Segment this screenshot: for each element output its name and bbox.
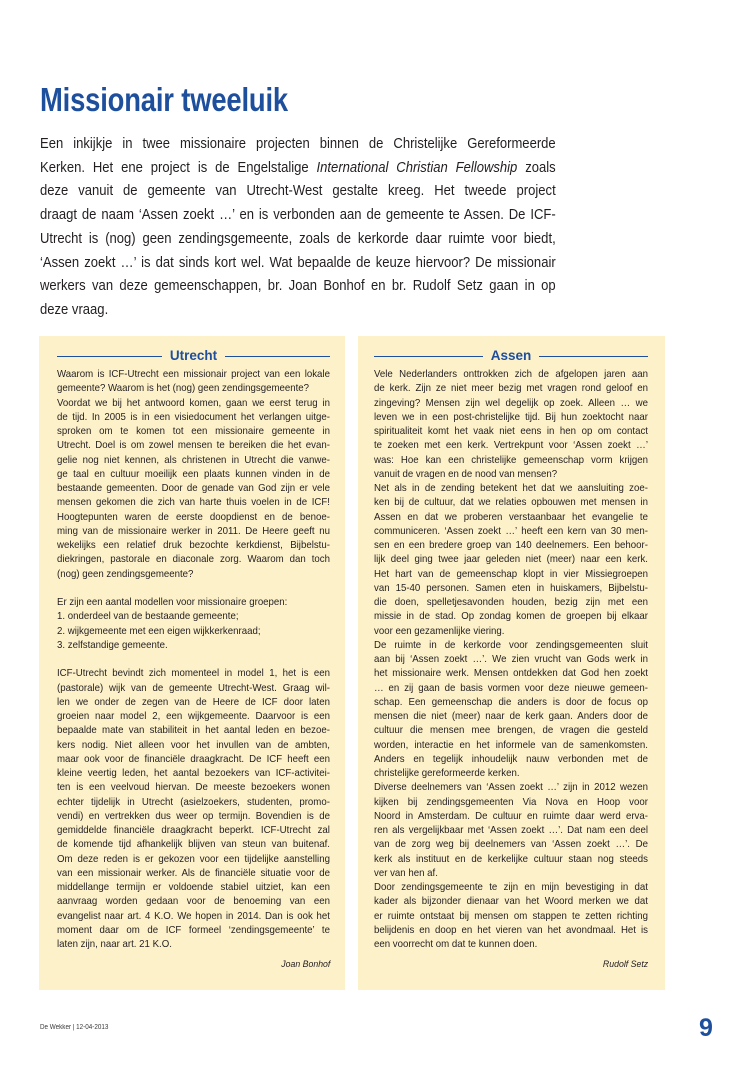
page-number: 9 (699, 1014, 713, 1042)
text-line: evangelist naar art. 4 K.O. We hopen in 2014. Dan is ook het (57, 909, 330, 922)
text-line: leven we in een post-christelijke tijd. Bij hun zoektocht naar (374, 410, 648, 423)
text-line: schap. Een gemeenschap die anders is door de focus op (374, 695, 648, 708)
text-line: (pastorale) wijk van de gemeente Utrecht-West. Graag wil- (57, 681, 330, 694)
article-title: Missionair tweeluik (40, 81, 289, 118)
text-line: 1. onderdeel van de bestaande gemeente; (57, 610, 239, 623)
text-line: Waarom is ICF-Utrecht een missionair project van een lokale (57, 368, 330, 380)
text-line: communiceren. ‘Assen zoekt …’ heeft een kern van 30 men- (374, 524, 648, 537)
text-line: van de zorg weg bij deelnemers van ‘Assen zoekt …’. De (374, 838, 648, 851)
text-line: er ruimte ontstaat bij mensen om stappen te zetten richting (374, 909, 648, 922)
text-line: te zoeken met een kerk. Vertrekpunt voor ‘Assen zoekt …’ (374, 439, 648, 452)
paragraph (57, 367, 330, 396)
text-line: die doen, spelletjesavonden houden, bezig zijn met een (374, 596, 648, 608)
paragraph (374, 481, 648, 638)
intro-line: deze vraag. (40, 301, 109, 318)
text-line: kleine veertig leden, het aantal bezoekers van ICF-activitei- (57, 767, 330, 779)
text-line: aanvraag worden gedaan voor de benoeming van een (57, 895, 330, 908)
text-line: moment daar om de ICF formeel ‘zendingsgemeente’ te (57, 923, 330, 936)
text-line: Anders en tegelijk inhoudelijk nauw verbonden met de (374, 752, 648, 765)
text-line: ken bij de cultuur, dat we relaties opbouwen met mensen in (374, 496, 648, 509)
footer-publication-date: De Wekker | 12-04-2013 (40, 1024, 109, 1031)
text-line: bestaande gemeenten. Door de genade van God zijn er vele (57, 482, 330, 494)
paragraph (374, 367, 648, 481)
intro-line: ‘Assen zoekt …’ is dat sinds kort wel. Wat bepaalde de keuze hiervoor? De missionair (40, 254, 556, 271)
text-line: kers nodig. Niet alleen voor het invullen van de ambten, (57, 738, 330, 751)
text-line: vendi) en vertrekken dus weer op termijn. Bovendien is de (57, 809, 330, 822)
text-line: een voorrecht om dat te kunnen doen. (374, 938, 538, 950)
text-line: Het hart van de gemeenschap klopt in vier Missiegroepen (374, 567, 648, 580)
text-line: bepaalde mate van stabiliteit in het aantal leden en bezoe- (57, 724, 330, 737)
text-line: ICF-Utrecht bevindt zich momenteel in model 1, het is een (57, 667, 330, 680)
text-line: Net als in de zending betekent het dat we aansluiting zoe- (374, 482, 648, 494)
assen-heading-label: Assen (490, 348, 532, 363)
intro-italic-name: International Christian Fellowship (316, 159, 518, 176)
text-line: len we onder de zegen van de Heere de ICF door laten (57, 695, 330, 708)
text-line: kader als bijzonder dienaar van het Woord merken we dat (374, 895, 648, 908)
utrecht-author-signature: Joan Bonhof (280, 959, 330, 970)
text-line: zingeving? Mensen zijn wel degelijk op zoek. Alleen … we (374, 396, 648, 409)
text-line: 2. wijkgemeente met een eigen wijkkerkenraad; (57, 624, 261, 637)
text-line: Door zendingsgemeente te zijn en mijn bevestiging in dat (374, 881, 648, 893)
text-line: ver van hen af. (374, 866, 438, 879)
text-line: Vele Nederlanders onttrokken zich de afgelopen jaren aan (374, 368, 648, 380)
intro-line: werkers van deze gemeenschappen, br. Joan Bonhof en br. Rudolf Setz gaan in op (40, 278, 556, 295)
text-line: mensen die niet (meer) naar de kerk gaan. Anders door de (374, 710, 648, 722)
text-line: wekelijks een relatief druk bezochte kerkdienst, Bijbelstu- (57, 539, 330, 551)
text-line: worden, interactie en het informele van de samenkomsten. (374, 738, 648, 751)
text-line: Assen en dat we proberen verstaanbaar het evangelie te (374, 510, 648, 523)
text-line: was: Hoe kan een christelijke gemeenschap vorm krijgen (374, 453, 648, 466)
text-line: de tijd. In 2005 is in een visiedocument het verlangen uitge- (57, 410, 330, 423)
paragraph (57, 666, 330, 951)
text-line: maar ook voor de financiële draagkracht. De ICF heeft een (57, 752, 330, 765)
text-line: christelijke gereformeerde kerken. (374, 767, 520, 779)
text-line: ming van de missionaire werker in 2011. De Heere geeft nu (57, 524, 330, 537)
text-line: groeien naar model 2, een wijkgemeente. Daarvoor is een (57, 710, 330, 722)
text-line: laten zijn, naar art. 21 K.O. (57, 938, 172, 950)
text-line: sen en een bredere groep van 140 deelnemers. Een behoor- (374, 539, 648, 551)
text-line: belijdenis en doop en het vieren van het avondmaal. Het is (374, 923, 648, 936)
text-line: De ruimte in de kerkorde voor zendingsgemeenten sluit (374, 638, 648, 651)
text-line: lijk deel ging twee jaar geleden niet (meer) naar een kerk. (374, 553, 648, 566)
text-line: missie in de stad. Op zondag komen de groepen bij elkaar (374, 610, 648, 623)
assen-heading (374, 347, 648, 365)
text-line: middellange termijn er voldoende stabiel uitziet, kan een (57, 881, 330, 893)
text-line: van 15-40 personen. Samen eten in huiskamers, Bijbelstu- (374, 581, 648, 594)
text-line: gelie nog niet kennen, als christenen in Utrecht die vanwe- (57, 453, 330, 466)
text-line: Om deze reden is er gekozen voor een tijdelijke aanstelling (57, 852, 330, 865)
text-line: Utrecht. Doel is om zowel mensen te bereiken die het evan- (57, 439, 330, 452)
utrecht-heading-label: Utrecht (169, 348, 218, 363)
text-line: ren als vergelijkbaar met ‘Assen zoekt …’. Dat nam een deel (374, 824, 648, 836)
utrecht-panel (39, 336, 345, 990)
text-line: gemeente? Waarom is het (nog) geen zendingsgemeente? (57, 382, 310, 395)
assen-panel (358, 336, 665, 990)
paragraph (374, 638, 648, 781)
text-line: (nog) geen zendingsgemeente? (57, 567, 194, 580)
heading-rule-right (539, 356, 648, 357)
utrecht-body-text (57, 367, 330, 951)
heading-rule-left (57, 356, 162, 357)
intro-paragraph (40, 133, 556, 323)
text-line: cultuur die mensen mee brengen, de vragen die gesteld (374, 724, 648, 737)
utrecht-heading (57, 347, 330, 365)
text-line: de komende tijd afhankelijk blijven van steun van buitenaf. (57, 838, 330, 851)
text-line: mensen gekomen die zich van harte thuis voelen in de ICF! (57, 496, 330, 509)
text-line: van een missionair werker. Als de financiële situatie voor de (57, 866, 330, 879)
paragraph (57, 396, 330, 581)
text-line: 3. zelfstandige gemeente. (57, 638, 168, 651)
text-line: Diverse deelnemers van ‘Assen zoekt …’ zijn in 2012 wezen (374, 781, 648, 794)
text-line: ten is een veelvoud hiervan. De meeste bezoekers wonen (57, 781, 330, 794)
text-line: voor een gezamenlijke viering. (374, 624, 505, 637)
text-line: vanuit de vragen en de nood van mensen? (374, 467, 558, 480)
intro-line: Een inkijkje in twee missionaire projecten binnen de Christelijke Gereformeerde (40, 136, 556, 152)
text-line: kerk als instituut en de kerkelijke cultuur staan nog steeds (374, 852, 648, 865)
text-line: Hoogtepunten waren de eerste doopdienst en de benoe- (57, 510, 330, 523)
text-line: het missionaire werk. Mensen ontdekken dat God hen zoekt (374, 667, 648, 680)
text-line: kijken bij zendingsgemeenten Via Nova en Hoop voor (374, 795, 648, 808)
intro-line-text: zoals (517, 159, 556, 176)
heading-rule-right (225, 356, 330, 357)
text-line: Er zijn een aantal modellen voor missionaire groepen: (57, 596, 288, 608)
paragraph (374, 880, 648, 951)
intro-line: deze vanuit de gemeente van Utrecht-West gestalte kreeg. Het tweede project (40, 183, 556, 200)
text-line: gemiddelde financiële draagkracht beperkt. ICF-Utrecht zal (57, 824, 330, 836)
paragraph (374, 780, 648, 880)
text-line: Voordat we bij het antwoord komen, gaan we eerst terug in (57, 396, 330, 409)
text-line: echter tijdelijk in Utrecht (asielzoekers, studenten, promo- (57, 795, 330, 808)
text-line: diekringen, pastorale en diaconale zorg. Waarom dan toch (57, 553, 330, 566)
intro-line: draagt de naam ‘Assen zoekt …’ en is verbonden aan de gemeente te Assen. De ICF- (40, 207, 556, 224)
text-line: ge taal en cultuur moeilijk een plaats kunnen vinden in de (57, 467, 330, 480)
text-line: spiritualiteit komt het vaak niet eens in hen op om contact (374, 425, 648, 437)
intro-line-text: Kerken. Het ene project is de Engelstalige (40, 159, 317, 176)
assen-body-text (374, 367, 648, 951)
heading-rule-left (374, 356, 483, 357)
text-line: … en zij gaan de basis vormen voor deze nieuwe gemeen- (374, 681, 648, 694)
text-line: de kerk. Zijn ze niet meer bezig met vragen rond geloof en (374, 382, 648, 395)
intro-line (40, 157, 556, 181)
intro-line: Utrecht is (nog) geen zendingsgemeente, zoals de kerkorde daar ruimte voor biedt, (40, 230, 556, 247)
text-line: aan bij ‘Assen zoekt …’. We zien vrucht van Gods werk in (374, 653, 648, 665)
text-line: sproken om te komen tot een missionaire gemeente in (57, 425, 330, 437)
text-line: Noord in Amsterdam. De cultuur en ruimte daar werd erva- (374, 809, 648, 822)
assen-author-signature: Rudolf Setz (602, 959, 648, 970)
paragraph (57, 595, 330, 652)
